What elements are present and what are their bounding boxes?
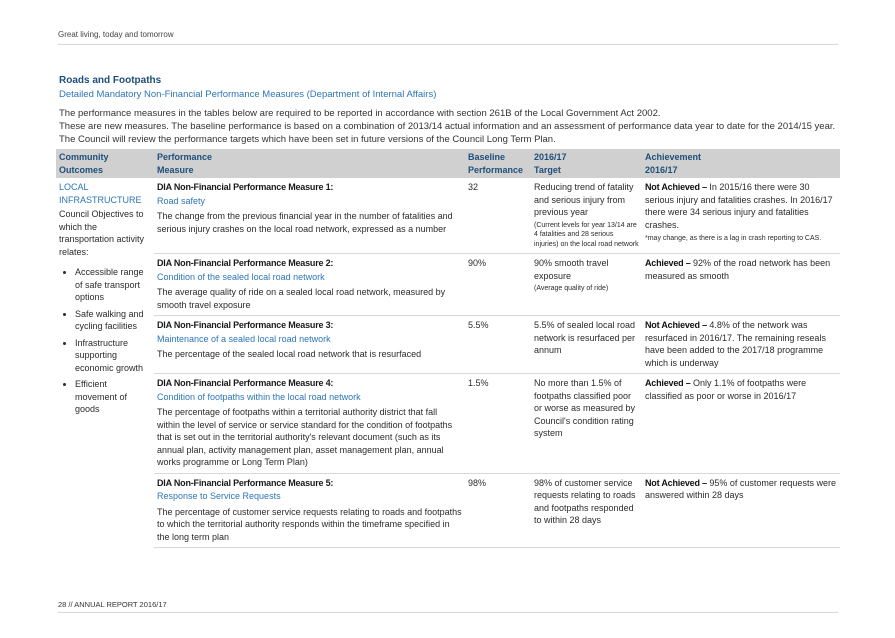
target-note: (Current levels for year 13/14 are 4 fatalities and 28 serious injuries) on the local road network — [534, 221, 639, 248]
header-target: 2016/17 Target — [531, 149, 642, 178]
measure-title: DIA Non-Financial Performance Measure 5: — [157, 477, 334, 488]
measure-subtitle: Condition of the sealed local road network — [157, 271, 325, 282]
baseline-cell: 90% — [465, 254, 531, 316]
target-text: 90% smooth travel exposure — [534, 258, 609, 281]
measure-title: DIA Non-Financial Performance Measure 3: — [157, 320, 334, 330]
target-note: (Average quality of ride) — [534, 285, 609, 292]
baseline-cell: 98% — [465, 473, 531, 548]
status-label: Not Achieved – — [645, 182, 707, 192]
intro-line: These are new measures. The baseline performance is based on a combination of 2013/14 actual information and an assessment of performance data year to date for the 2014/15 year. — [59, 121, 836, 132]
table-row — [56, 178, 840, 254]
header-community-outcomes: Community Outcomes — [56, 149, 154, 178]
community-objectives-text: Council Objectives to which the transportation activity relates: — [59, 209, 145, 257]
target-text: No more than 1.5% of footpaths classified poor or worse as measured by Council's condition rating system — [534, 378, 636, 438]
measure-subtitle: Road safety — [157, 195, 206, 206]
target-cell — [531, 374, 642, 474]
community-category: LOCAL INFRASTRUCTURE — [59, 182, 142, 205]
table-row — [56, 316, 840, 374]
achievement-cell — [642, 473, 840, 548]
baseline-cell: 1.5% — [465, 374, 531, 474]
measure-description: The percentage of footpaths within a territorial authority district that fall within the level of service or service standard for the condition of footpaths that is set out in the territorial authority's relevant document (such as its annual plan, activity management plan, asset management plan, annual works programme or Long Term Plan) — [157, 407, 453, 467]
achievement-text: 4.8% of the network was resurfaced in 2016/17. The remaining reseals have been added to the 2017/18 programme which is underway — [645, 320, 826, 368]
measure-title: DIA Non-Financial Performance Measure 2: — [157, 258, 334, 268]
measure-description: The average quality of ride on a sealed local road network, measured by smooth travel exposure — [157, 287, 446, 310]
header-achievement: Achievement 2016/17 — [642, 149, 840, 178]
status-label: Not Achieved – — [645, 320, 707, 330]
target-cell — [531, 316, 642, 374]
measure-cell — [154, 316, 465, 374]
measure-cell — [154, 254, 465, 316]
measure-description: The change from the previous financial year in the number of fatalities and serious injury crashes on the local road network, expressed as a number — [157, 211, 453, 234]
header-performance-measure: Performance Measure — [154, 149, 465, 178]
list-item: • Infrastructure supporting economic growth — [75, 337, 148, 375]
measure-description: The percentage of the sealed local road network that is resurfaced — [157, 349, 422, 359]
list-item: • Efficient movement of goods — [75, 378, 148, 416]
target-text: Reducing trend of fatality and serious injury from previous year — [534, 182, 634, 217]
table-row — [56, 374, 840, 474]
target-text: 98% of customer service requests relating to roads and footpaths responded to within 28 days — [534, 477, 636, 525]
achievement-text: 95% of customer requests were answered within 28 days — [645, 477, 836, 500]
intro-line: The Council will review the performance targets which have been set in future versions of the Council Long Term Plan. — [59, 134, 556, 145]
achievement-note: *may change, as there is a lag in crash reporting to CAS. — [645, 235, 822, 242]
measure-subtitle: Maintenance of a sealed local road network — [157, 333, 331, 344]
achievement-cell — [642, 178, 840, 254]
intro-paragraph — [59, 107, 849, 146]
list-item: • Accessible range of safe transport options — [75, 266, 148, 304]
baseline-cell: 32 — [465, 178, 531, 254]
intro-line: The performance measures in the tables below are required to be reported in accordance with section 261B of the Local Government Act 2002. — [59, 108, 661, 119]
achievement-cell — [642, 316, 840, 374]
achievement-text: Only 1.1% of footpaths were classified as poor or worse in 2016/17 — [645, 378, 807, 401]
section-title: Roads and Footpaths — [59, 75, 162, 86]
measure-cell — [154, 178, 465, 254]
achievement-text: In 2015/16 there were 30 serious injury and fatalities crashes. In 2016/17 there were 34 serious injury and fatalities crashes. — [645, 182, 833, 230]
target-cell — [531, 178, 642, 254]
target-text: 5.5% of sealed local road network is resurfaced per annum — [534, 320, 636, 355]
status-label: Achieved – — [645, 258, 691, 268]
status-label: Not Achieved – — [645, 477, 707, 488]
footer-rule — [58, 612, 838, 613]
section-subtitle: Detailed Mandatory Non-Financial Performance Measures (Department of Internal Affairs) — [59, 89, 437, 100]
measure-subtitle: Condition of footpaths within the local road network — [157, 391, 361, 402]
measure-cell — [154, 374, 465, 474]
objectives-list — [59, 266, 148, 416]
measure-title: DIA Non-Financial Performance Measure 1: — [157, 182, 334, 192]
page-footer: 28 // ANNUAL REPORT 2016/17 — [58, 600, 167, 609]
achievement-cell — [642, 374, 840, 474]
list-item: • Safe walking and cycling facilities — [75, 308, 148, 333]
target-cell — [531, 254, 642, 316]
header-rule — [58, 44, 838, 45]
measure-title: DIA Non-Financial Performance Measure 4: — [157, 378, 334, 388]
status-label: Achieved – — [645, 378, 691, 388]
measure-cell — [154, 473, 465, 548]
header-baseline-performance: Baseline Performance — [465, 149, 531, 178]
table-row — [56, 254, 840, 316]
table-row — [56, 473, 840, 548]
community-outcomes-cell — [56, 178, 154, 548]
achievement-text: 92% of the road network has been measured as smooth — [645, 258, 831, 281]
performance-measures-table — [56, 149, 840, 548]
baseline-cell: 5.5% — [465, 316, 531, 374]
measure-description: The percentage of customer service requests relating to roads and footpaths to which the territorial authority responds within the timeframe specified in the long term plan — [157, 506, 462, 542]
measure-subtitle: Response to Service Requests — [157, 491, 281, 501]
target-cell — [531, 473, 642, 548]
table-header-row — [56, 149, 840, 178]
achievement-cell — [642, 254, 840, 316]
running-header: Great living, today and tomorrow — [58, 30, 174, 39]
